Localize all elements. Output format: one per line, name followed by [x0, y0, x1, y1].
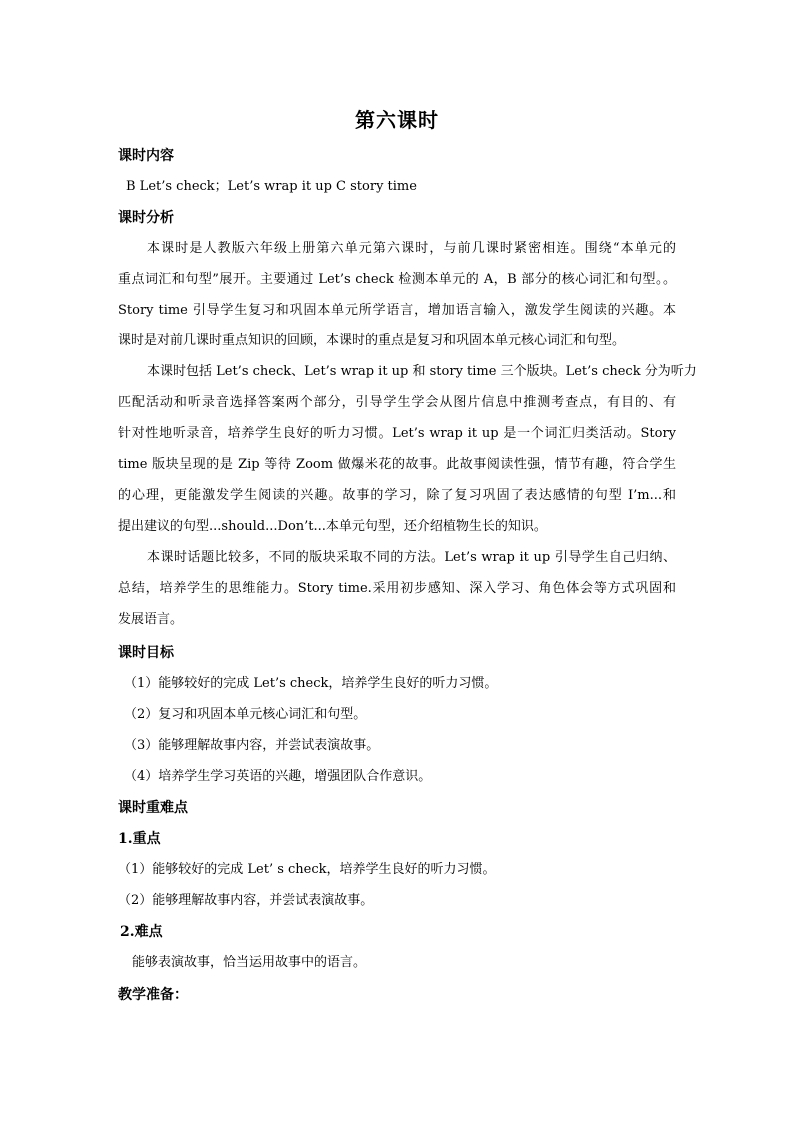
analysis-p3-line: 发展语言。	[118, 612, 184, 627]
content-text: B Let’s check；Let’s wrap it up C story time	[126, 179, 417, 194]
goal-item: （4）培养学生学习英语的兴趣，增强团队合作意识。	[124, 769, 432, 784]
section-heading-content: 课时内容	[118, 148, 174, 164]
key-point-item: （1）能够较好的完成 Let’ s check，培养学生良好的听力习惯。	[118, 862, 496, 877]
analysis-p2-line: 匹配活动和听录音选择答案两个部分，引导学生学会从图片信息中推测考查点，有目的、有	[118, 395, 676, 410]
section-heading-analysis: 课时分析	[118, 210, 174, 226]
analysis-p2-line: 本课时包括 Let’s check、Let’s wrap it up 和 story time 三个版块。Let’s check 分为听力	[147, 364, 697, 379]
section-heading-difficulty: 课时重难点	[118, 800, 188, 816]
analysis-p1-line: 本课时是人教版六年级上册第六单元第六课时，与前几课时紧密相连。围绕“本单元的	[147, 241, 676, 256]
key-point-item: （2）能够理解故事内容，并尝试表演故事。	[118, 893, 374, 908]
goal-item: （2）复习和巩固本单元核心词汇和句型。	[124, 707, 367, 722]
analysis-p1-line: Story time 引导学生复习和巩固本单元所学语言，增加语言输入，激发学生阅读的兴趣。本	[118, 303, 676, 318]
hard-point-text: 能够表演故事，恰当运用故事中的语言。	[132, 955, 367, 970]
key-points-heading: 1.重点	[118, 831, 161, 847]
analysis-p2-line: 的心理，更能激发学生阅读的兴趣。故事的学习，除了复习巩固了表达感情的句型 I’m...和	[118, 488, 676, 503]
analysis-p2-line: 提出建议的句型...should...Don’t...本单元句型，还介绍植物生长的知识。	[118, 519, 547, 534]
goal-item: （3）能够理解故事内容，并尝试表演故事。	[124, 738, 380, 753]
hard-points-heading: 2.难点	[120, 924, 163, 940]
analysis-p1-line: 课时是对前几课时重点知识的回顾，本课时的重点是复习和巩固本单元核心词汇和句型。	[118, 333, 626, 348]
analysis-p2-line: 针对性地听录音，培养学生良好的听力习惯。Let’s wrap it up 是一个词汇归类活动。Story	[118, 426, 676, 441]
section-heading-goals: 课时目标	[118, 645, 174, 661]
analysis-p2-line: time 版块呈现的是 Zip 等待 Zoom 做爆米花的故事。此故事阅读性强，情节有趣，符合学生	[118, 457, 676, 472]
page-title: 第六课时	[355, 108, 439, 132]
analysis-p3-line: 本课时话题比较多，不同的版块采取不同的方法。Let’s wrap it up 引导学生自己归纳、	[147, 550, 676, 565]
section-heading-prep: 教学准备：	[118, 987, 188, 1003]
analysis-p1-line: 重点词汇和句型”展开。主要通过 Let’s check 检测本单元的 A，B 部分的核心词汇和句型。。	[118, 272, 676, 287]
goal-item: （1）能够较好的完成 Let’s check，培养学生良好的听力习惯。	[124, 676, 498, 691]
analysis-p3-line: 总结，培养学生的思维能力。Story time.采用初步感知、深入学习、角色体会等方式巩固和	[118, 581, 676, 596]
